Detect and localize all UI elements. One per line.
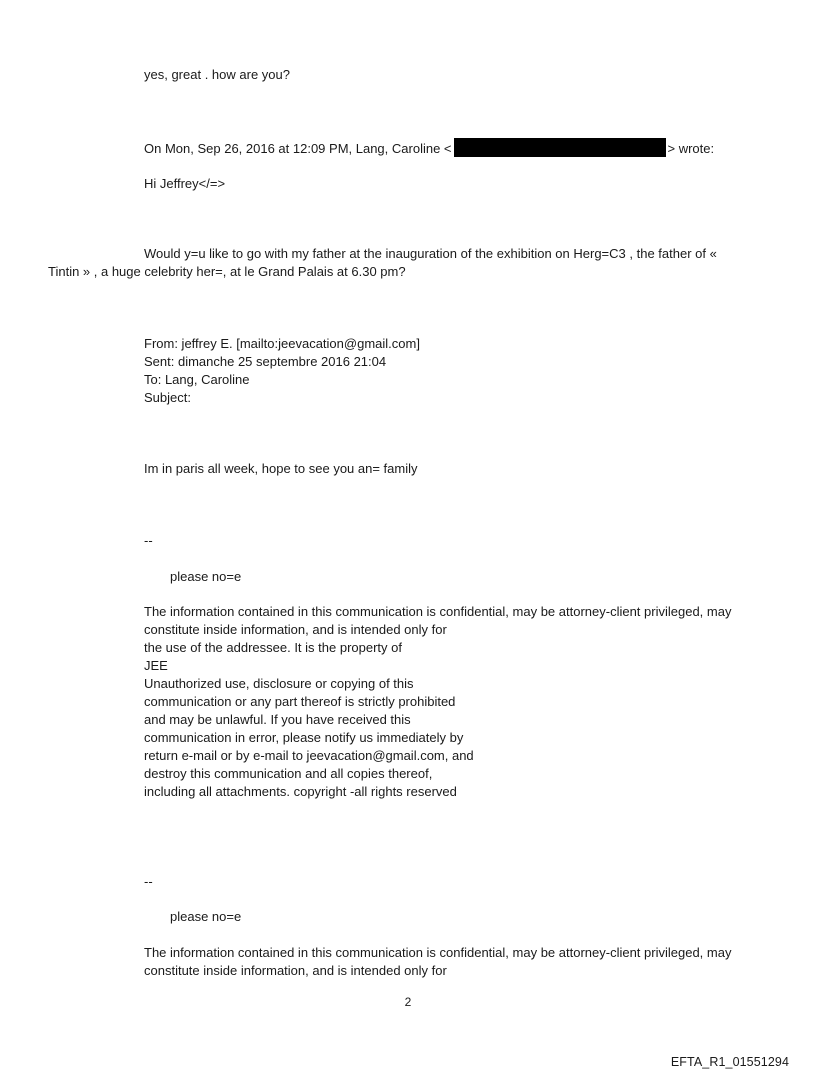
disclaimer-line: constitute inside information, and is intended only for — [144, 963, 447, 978]
signature-separator: -- — [144, 533, 153, 548]
disclaimer-line: the use of the addressee. It is the property of — [144, 640, 402, 655]
quoted-body-line-2: Tintin » , a huge celebrity her=, at le Grand Palais at 6.30 pm? — [48, 264, 406, 279]
disclaimer-line: constitute inside information, and is intended only for — [144, 622, 447, 637]
disclaimer-line: The information contained in this communication is confidential, may be attorney-client privileged, may — [144, 945, 732, 960]
signature-separator: -- — [144, 874, 153, 889]
quoted-body-line-1: Would y=u like to go with my father at the inauguration of the exhibition on Herg=C3 , the father of « — [144, 246, 717, 261]
disclaimer-line: communication in error, please notify us immediately by — [144, 730, 464, 745]
quoted-greeting: Hi Jeffrey</=> — [144, 176, 226, 191]
disclaimer-line: return e-mail or by e-mail to jeevacation@gmail.com, and — [144, 748, 474, 763]
disclaimer-line: JEE — [144, 658, 168, 673]
quote-header — [144, 138, 714, 158]
forwarded-subject: Subject: — [144, 390, 191, 405]
original-message: Im in paris all week, hope to see you an= family — [144, 461, 418, 476]
reply-text: yes, great . how are you? — [144, 67, 290, 82]
disclaimer-line: Unauthorized use, disclosure or copying of this — [144, 676, 414, 691]
signature-note: please no=e — [170, 909, 242, 924]
disclaimer-line: and may be unlawful. If you have received this — [144, 712, 411, 727]
forwarded-to: To: Lang, Caroline — [144, 372, 250, 387]
quote-header-prefix: On Mon, Sep 26, 2016 at 12:09 PM, Lang, Caroline < — [144, 141, 452, 156]
forwarded-sent: Sent: dimanche 25 septembre 2016 21:04 — [144, 354, 387, 369]
disclaimer-line: The information contained in this communication is confidential, may be attorney-client privileged, may — [144, 604, 732, 619]
quote-header-suffix: > wrote: — [667, 141, 715, 156]
forwarded-from: From: jeffrey E. [mailto:jeevacation@gmail.com] — [144, 336, 420, 351]
disclaimer-line: communication or any part thereof is strictly prohibited — [144, 694, 456, 709]
page-number: 2 — [404, 995, 412, 1009]
disclaimer-line: destroy this communication and all copies thereof, — [144, 766, 433, 781]
disclaimer-line: including all attachments. copyright -all rights reserved — [144, 784, 457, 799]
signature-note: please no=e — [170, 569, 242, 584]
redaction-block — [454, 138, 666, 157]
document-id: EFTA_R1_01551294 — [670, 1055, 789, 1069]
